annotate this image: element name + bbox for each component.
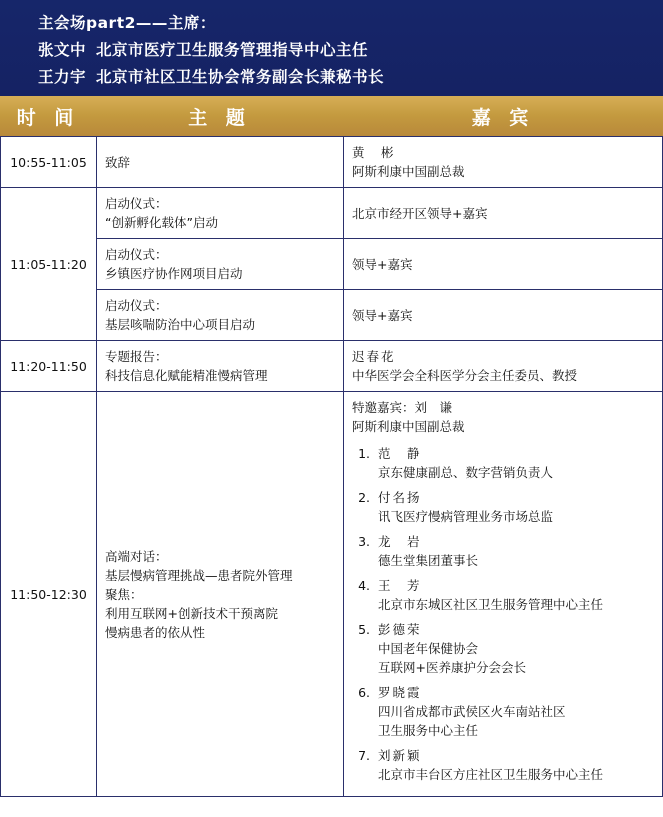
chair-2-name: 王力宇 <box>38 68 87 86</box>
row-time: 10:55-11:05 <box>1 137 97 188</box>
table-row <box>1 392 663 797</box>
topic-line-5: 慢病患者的依从性 <box>105 624 206 640</box>
topic-line-1: 启动仪式： <box>105 247 168 262</box>
guest-affiliation-2: 互联网+医养康护分会会长 <box>378 660 526 675</box>
special-guest-affiliation: 阿斯利康中国副总裁 <box>352 419 465 434</box>
row-topic: 致辞 <box>97 137 344 188</box>
table-row <box>1 290 663 341</box>
chair-1-name: 张文中 <box>38 41 87 59</box>
row-guest <box>344 137 663 188</box>
table-row <box>1 188 663 239</box>
list-item <box>374 532 654 570</box>
row-guest: 领导+嘉宾 <box>344 290 663 341</box>
topic-line-1: 启动仪式： <box>105 196 168 211</box>
guest-name: 龙 岩 <box>378 534 422 549</box>
row-time: 11:20-11:50 <box>1 341 97 392</box>
schedule-table <box>0 136 663 797</box>
guest-affiliation: 北京市东城区社区卫生服务管理中心主任 <box>378 597 604 612</box>
column-header-guest: 嘉 宾 <box>471 106 535 129</box>
guest-affiliation: 北京市丰台区方庄社区卫生服务中心主任 <box>378 767 604 782</box>
session-title-line: 主会场part2——主席： <box>38 14 216 32</box>
list-item <box>374 576 654 614</box>
table-row <box>1 137 663 188</box>
guest-name: 付名扬 <box>378 490 422 505</box>
column-header-time: 时 间 <box>16 106 80 129</box>
guest-name: 范 静 <box>378 446 422 461</box>
topic-line-2: 基层慢病管理挑战—患者院外管理 <box>105 567 293 583</box>
guest-name: 刘新颖 <box>378 748 422 763</box>
row-topic <box>97 392 344 797</box>
row-guest: 北京市经开区领导+嘉宾 <box>344 188 663 239</box>
special-guest-name: 特邀嘉宾：刘 谦 <box>352 400 453 415</box>
list-item <box>374 746 654 784</box>
list-item <box>374 488 654 526</box>
guest-affiliation: 中国老年保健协会 <box>378 641 479 656</box>
chair-2-line <box>38 64 663 91</box>
row-guest: 领导+嘉宾 <box>344 239 663 290</box>
topic-line-2: “创新孵化载体”启动 <box>105 215 218 230</box>
row-guest <box>344 392 663 797</box>
table-row <box>1 341 663 392</box>
guest-affiliation: 德生堂集团董事长 <box>378 553 479 568</box>
guest-affiliation: 京东健康副总、数字营销负责人 <box>378 465 554 480</box>
guest-affiliation: 讯飞医疗慢病管理业务市场总监 <box>378 509 554 524</box>
guest-affiliation-2: 卫生服务中心主任 <box>378 723 479 738</box>
chair-2-title: 北京市社区卫生协会常务副会长兼秘书长 <box>96 68 385 86</box>
row-time: 11:05-11:20 <box>1 188 97 341</box>
topic-line-1: 启动仪式： <box>105 298 168 313</box>
special-guest-block <box>352 398 654 436</box>
topic-line-3: 聚焦： <box>105 586 143 602</box>
guest-name: 迟春花 <box>352 349 396 364</box>
session-header <box>0 0 663 96</box>
guest-name: 罗晓霞 <box>378 685 422 700</box>
topic-line-2: 科技信息化赋能精准慢病管理 <box>105 368 268 383</box>
list-item <box>374 620 654 677</box>
row-topic <box>97 188 344 239</box>
row-time: 11:50-12:30 <box>1 392 97 797</box>
list-item <box>374 444 654 482</box>
chair-1-line <box>38 37 663 64</box>
guest-name: 黄 彬 <box>352 145 396 160</box>
topic-line-2: 基层咳喘防治中心项目启动 <box>105 317 256 332</box>
guest-list <box>352 444 654 784</box>
topic-line-1: 高端对话： <box>105 548 168 564</box>
row-guest <box>344 341 663 392</box>
guest-name: 彭德荣 <box>378 622 422 637</box>
guest-affiliation: 阿斯利康中国副总裁 <box>352 164 465 179</box>
topic-line-1: 专题报告： <box>105 349 168 364</box>
topic-line-2: 乡镇医疗协作网项目启动 <box>105 266 243 281</box>
guest-affiliation: 中华医学会全科医学分会主任委员、教授 <box>352 368 578 383</box>
topic-line-4: 利用互联网+创新技术干预离院 <box>105 605 278 621</box>
guest-affiliation: 四川省成都市武侯区火车南站社区 <box>378 704 566 719</box>
chair-1-title: 北京市医疗卫生服务管理指导中心主任 <box>96 41 369 59</box>
guest-name: 王 芳 <box>378 578 422 593</box>
row-topic <box>97 341 344 392</box>
list-item <box>374 683 654 740</box>
row-topic <box>97 290 344 341</box>
column-header-topic: 主 题 <box>188 106 251 129</box>
table-row <box>1 239 663 290</box>
row-topic <box>97 239 344 290</box>
table-column-header <box>0 96 663 136</box>
